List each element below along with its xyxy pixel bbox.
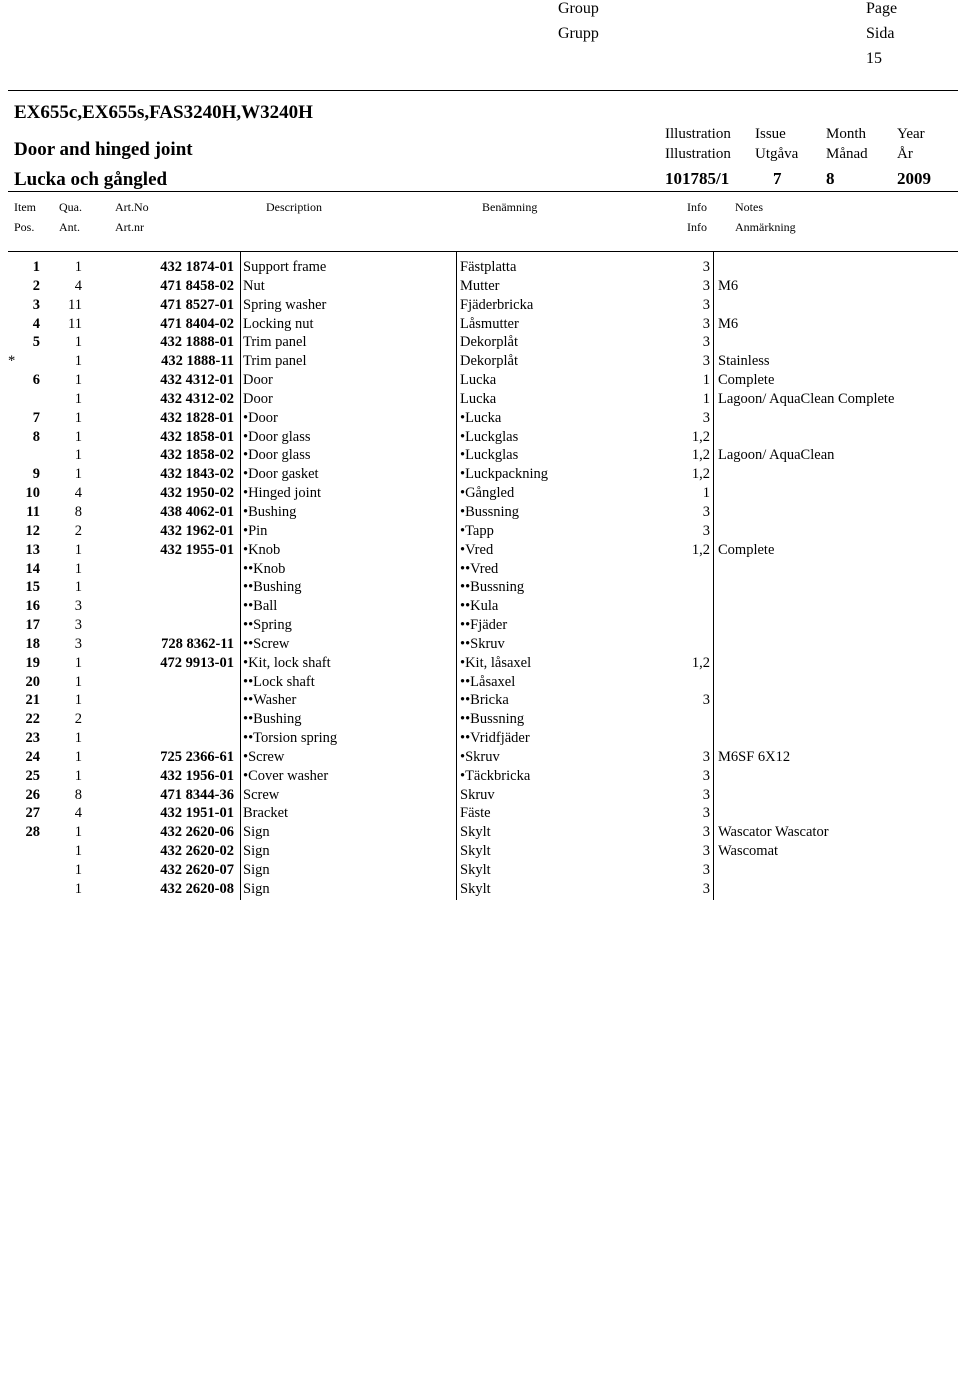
table-row [0,748,960,767]
header-mid-rule [8,191,958,192]
description: •Door gasket [243,466,319,483]
quantity: 1 [74,843,82,860]
benamning: Fjäderbricka [460,296,534,313]
description: •Door [243,409,278,426]
article-number: 471 8527-01 [160,296,234,313]
benamning: Skylt [460,824,491,841]
group-label: Group [558,0,599,17]
page-title-sv: Lucka och gångled [14,169,168,190]
quantity: 1 [74,673,82,690]
description: •Knob [243,541,281,558]
illustration-label: Illustration [665,126,731,142]
issue-label-sv: Utgåva [755,146,799,162]
page-label-sv: Sida [866,25,895,42]
description: ••Bushing [243,711,302,728]
table-row [0,635,960,654]
table-row [0,578,960,597]
item-number: 23 [25,730,40,747]
article-number: 432 4312-02 [160,390,234,407]
benamning: ••Skruv [460,635,505,652]
quantity: 2 [74,711,82,728]
article-number: 432 1888-01 [160,334,234,351]
quantity: 1 [74,409,82,426]
benamning: •Luckglas [460,428,519,445]
benamning: •Gångled [460,485,515,502]
description: Sign [243,824,270,841]
benamning: ••Bricka [460,692,509,709]
description: ••Bushing [243,579,302,596]
article-number: 432 1962-01 [160,522,234,539]
year-value: 2009 [897,169,931,188]
benamning: ••Bussning [460,579,525,596]
page-label: Page [866,0,898,17]
info: 3 [702,862,710,878]
item-number: 21 [25,692,40,709]
quantity: 1 [74,259,82,275]
quantity: 4 [74,805,82,822]
description: Sign [243,880,270,897]
info: 3 [702,277,710,294]
notes: Stainless [718,353,770,370]
article-number: 432 1956-01 [160,767,234,784]
info: 3 [702,692,710,709]
description: •Cover washer [243,767,329,784]
description: Sign [243,843,270,860]
table-row [0,465,960,484]
issue-value: 7 [773,169,782,188]
benamning: Fäste [460,805,491,822]
notes: Lagoon/ AquaClean [718,447,835,464]
item-number: 16 [25,598,40,615]
benamning: •Luckglas [460,447,519,464]
table-row [0,484,960,503]
quantity: 11 [68,315,82,332]
description: •Door glass [243,428,311,445]
item-number: 22 [25,711,40,728]
item-number: 10 [25,485,40,502]
article-number: 471 8458-02 [160,277,234,294]
notes: Wascator Wascator [718,824,829,841]
quantity: 1 [74,862,82,878]
year-label: Year [897,126,925,142]
description: Support frame [243,259,327,275]
notes: M6SF 6X12 [718,748,791,765]
item-number: 24 [25,748,40,765]
article-number: 471 8404-02 [160,315,234,332]
table-row [0,390,960,409]
model-list: EX655c,EX655s,FAS3240H,W3240H [14,102,313,123]
benamning: ••Låsaxel [460,673,516,690]
info: 3 [702,786,710,803]
article-number: 432 1828-01 [160,409,234,426]
item-number: 15 [25,579,40,596]
description: •Bushing [243,503,297,520]
benamning: Lucka [460,390,497,407]
notes: Wascomat [718,843,779,860]
table-row [0,428,960,447]
info: 3 [702,522,710,539]
month-value: 8 [826,169,835,188]
benamning: Mutter [460,277,500,294]
item-number: 27 [25,805,40,822]
benamning: •Skruv [460,748,500,765]
quantity: 1 [74,428,82,445]
col-notes: Notes [735,200,763,214]
quantity: 1 [74,767,82,784]
info: 1,2 [691,428,710,445]
benamning: •Luckpackning [460,466,549,483]
description: Nut [243,277,265,294]
item-number: 28 [25,824,40,841]
description: Screw [243,786,280,803]
col-art: Art.No [115,200,149,214]
description: •Door glass [243,447,311,464]
description: ••Torsion spring [243,730,338,747]
table-row [0,560,960,579]
info: 3 [702,259,710,275]
item-number: 17 [25,617,40,634]
article-number: 432 1874-01 [160,259,234,275]
info: 1 [702,485,710,502]
article-number: 432 2620-07 [160,862,234,878]
item-number: 2 [32,277,40,294]
page-number: 15 [866,50,882,67]
col-benamning: Benämning [482,200,538,214]
info: 3 [702,843,710,860]
col-item: Item [14,200,36,214]
info: 3 [702,296,710,313]
notes: Complete [718,372,775,389]
benamning: Fästplatta [460,259,517,275]
benamning: Skylt [460,862,491,878]
info: 3 [702,805,710,822]
benamning: ••Vridfjäder [460,730,530,747]
col-notes-sv: Anmärkning [735,220,796,234]
item-number: 25 [25,767,40,784]
col-info: Info [687,200,707,214]
table-row [0,710,960,729]
benamning: •Kit, låsaxel [460,654,532,671]
article-number: 432 2620-06 [160,824,234,841]
issue-label: Issue [755,126,786,142]
col-art-sv: Art.nr [115,220,144,234]
table-row [0,804,960,823]
page-title: Door and hinged joint [14,139,193,160]
benamning: Lucka [460,372,497,389]
illustration-label-sv: Illustration [665,146,731,162]
benamning: ••Kula [460,598,499,615]
table-row [0,277,960,296]
table-row [0,823,960,842]
item-number: 9 [32,466,40,483]
table-row [0,767,960,786]
table-row [0,729,960,748]
description: •Pin [243,522,268,539]
article-number: 432 1955-01 [160,541,234,558]
quantity: 1 [74,334,82,351]
article-number: 432 1843-02 [160,466,234,483]
year-label-sv: År [897,146,913,162]
table-row [0,315,960,334]
article-number: 432 2620-02 [160,843,234,860]
quantity: 1 [74,466,82,483]
item-number: 12 [25,522,40,539]
article-number: 432 1858-02 [160,447,234,464]
quantity: 1 [74,824,82,841]
info: 3 [702,315,710,332]
description: Trim panel [243,334,307,351]
info: 3 [702,824,710,841]
article-number: 728 8362-11 [161,635,234,652]
description: •Screw [243,748,285,765]
col-description: Description [266,200,322,214]
col-qty-sv: Ant. [59,220,80,234]
info: 3 [702,334,710,351]
info: 1,2 [691,447,710,464]
benamning: Låsmutter [460,315,519,332]
benamning: •Täckbricka [460,767,531,784]
quantity: 1 [74,748,82,765]
star-marker: * [8,353,16,370]
quantity: 3 [74,635,82,652]
benamning: ••Vred [460,560,499,577]
benamning: •Vred [460,541,494,558]
info: 3 [702,409,710,426]
article-number: 432 1951-01 [160,805,234,822]
table-row [0,654,960,673]
item-number: 11 [26,503,40,520]
table-row [0,522,960,541]
description: Locking nut [243,315,314,332]
quantity: 3 [74,598,82,615]
item-number: 13 [25,541,40,558]
description: Sign [243,862,270,878]
quantity: 1 [74,390,82,407]
description: Door [243,390,273,407]
quantity: 1 [74,730,82,747]
table-row [0,842,960,861]
benamning: •Lucka [460,409,502,426]
quantity: 1 [74,372,82,389]
description: ••Washer [243,692,297,709]
table-row [0,673,960,692]
notes: Complete [718,541,775,558]
info: 1 [702,372,710,389]
quantity: 8 [74,503,82,520]
item-number: 4 [32,315,40,332]
article-number: 432 2620-08 [160,880,234,897]
col-qty: Qua. [59,200,82,214]
table-row [0,880,960,899]
item-number: 3 [32,296,40,313]
description: •Kit, lock shaft [243,654,331,671]
description: Trim panel [243,353,307,370]
month-label-sv: Månad [826,146,868,162]
info: 3 [702,503,710,520]
quantity: 4 [74,485,82,502]
table-row [0,371,960,390]
table-row [0,541,960,560]
quantity: 1 [74,447,82,464]
quantity: 3 [74,617,82,634]
quantity: 1 [74,692,82,709]
benamning: Skylt [460,880,491,897]
month-label: Month [826,126,867,142]
info: 1 [702,390,710,407]
col-info-sv: Info [687,220,707,234]
illustration-value: 101785/1 [665,169,730,188]
article-number: 432 1950-02 [160,485,234,502]
notes: M6 [718,315,739,332]
table-row [0,861,960,880]
table-row [0,446,960,465]
info: 3 [702,880,710,897]
info: 3 [702,353,710,370]
info: 1,2 [691,466,710,483]
article-number: 471 8344-36 [160,786,234,803]
item-number: 26 [25,786,40,803]
header-bottom-rule [8,251,958,252]
item-number: 14 [25,560,40,577]
item-number: 20 [25,673,40,690]
benamning: Dekorplåt [460,353,518,370]
description: ••Lock shaft [243,673,315,690]
info: 1,2 [691,654,710,671]
quantity: 1 [74,579,82,596]
quantity: 1 [74,654,82,671]
info: 1,2 [691,541,710,558]
description: •Hinged joint [243,485,321,502]
article-number: 432 1858-01 [160,428,234,445]
description: ••Screw [243,635,290,652]
quantity: 1 [74,880,82,897]
item-number: 5 [32,334,40,351]
article-number: 432 1888-11 [161,353,234,370]
description: ••Spring [243,617,292,634]
benamning: •Bussning [460,503,520,520]
notes: Lagoon/ AquaClean Complete [718,390,895,407]
benamning: Skruv [460,786,495,803]
benamning: Skylt [460,843,491,860]
quantity: 1 [74,353,82,370]
article-number: 438 4062-01 [160,503,234,520]
quantity: 11 [68,296,82,313]
quantity: 1 [74,541,82,558]
article-number: 725 2366-61 [160,748,234,765]
table-row [0,409,960,428]
table-row [0,352,960,371]
description: Bracket [243,805,289,822]
description: ••Knob [243,560,286,577]
item-number: 6 [32,372,40,389]
item-number: 8 [32,428,40,445]
description: Spring washer [243,296,327,313]
benamning: ••Fjäder [460,617,508,634]
item-number: 19 [25,654,40,671]
header-top-rule [8,90,958,91]
quantity: 2 [74,522,82,539]
description: Door [243,372,273,389]
article-number: 432 4312-01 [160,372,234,389]
benamning: Dekorplåt [460,334,518,351]
table-row [0,503,960,522]
table-row [0,597,960,616]
quantity: 4 [74,277,82,294]
info: 3 [702,748,710,765]
benamning: •Tapp [460,522,494,539]
notes: M6 [718,277,739,294]
table-row [0,616,960,635]
table-row [0,333,960,352]
description: ••Ball [243,598,278,615]
col-item-sv: Pos. [14,220,35,234]
table-row [0,296,960,315]
group-label-sv: Grupp [558,25,599,42]
quantity: 1 [74,560,82,577]
article-number: 472 9913-01 [160,654,234,671]
item-number: 7 [32,409,40,426]
info: 3 [702,767,710,784]
item-number: 1 [32,259,40,275]
quantity: 8 [74,786,82,803]
table-row [0,258,960,277]
table-row [0,786,960,805]
benamning: ••Bussning [460,711,525,728]
table-row [0,691,960,710]
parts-table [0,258,960,899]
item-number: 18 [25,635,40,652]
